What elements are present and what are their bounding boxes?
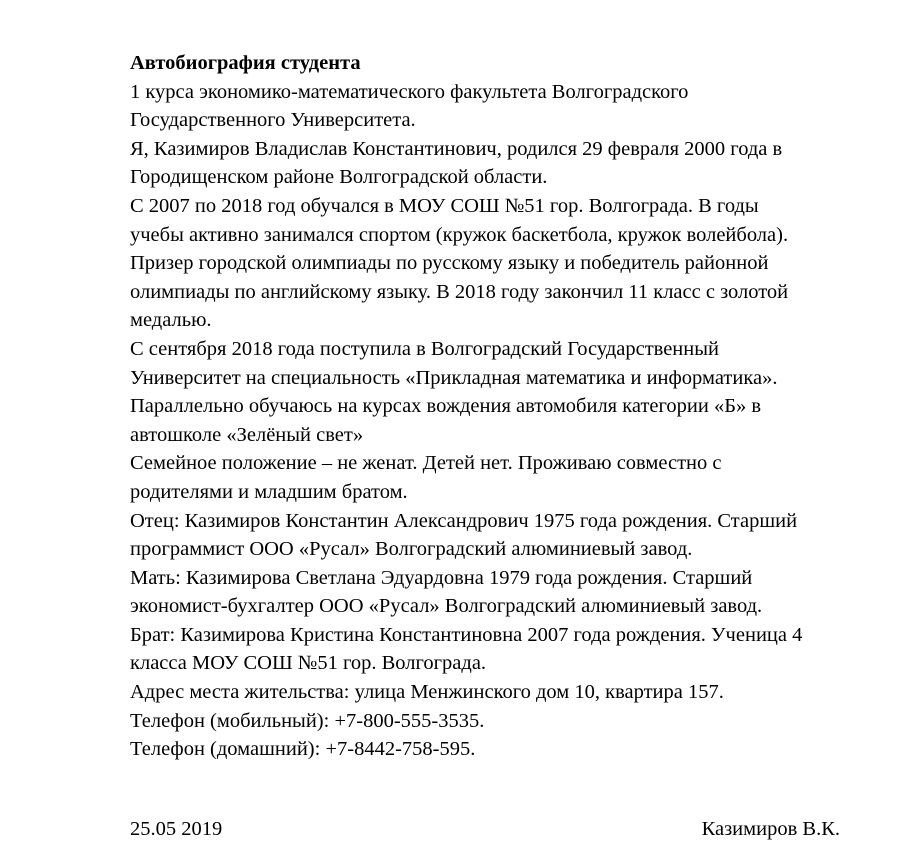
text-line: Университет на специальность «Прикладная математика и информатика». [130,366,778,389]
document-body [130,49,870,764]
text-line: олимпиады по английскому языку. В 2018 году закончил 11 класс с золотой [130,280,789,303]
address-line: Адрес места жительства: улица Менжинского дом 10, квартира 157. [130,681,724,704]
text-line: Брат: Казимирова Кристина Константиновна 2007 года рождения. Ученица 4 [130,623,803,646]
text-line: родителями и младшим братом. [130,480,408,503]
text-line: С 2007 по 2018 год обучался в МОУ СОШ №51 гор. Волгограда. В годы [130,194,759,217]
text-line: Отец: Казимиров Константин Александрович 1975 года рождения. Старший [130,509,798,532]
text-line: С сентября 2018 года поступила в Волгоградский Государственный [130,337,719,360]
document-title: Автобиография студента [130,52,361,74]
mobile-phone-line: Телефон (мобильный): +7-800-555-3535. [130,709,485,732]
document-date: 25.05 2019 [130,818,223,840]
text-line: автошколе «Зелёный свет» [130,423,364,446]
text-line: Семейное положение – не женат. Детей нет. Проживаю совместно с [130,452,722,475]
text-line: экономист-бухгалтер ООО «Русал» Волгоградский алюминиевый завод. [130,595,763,618]
text-line: Параллельно обучаюсь на курсах вождения автомобиля категории «Б» в [130,395,762,418]
text-line: Мать: Казимирова Светлана Эдуардовна 1979 года рождения. Старший [130,566,753,589]
text-line: Призер городской олимпиады по русскому языку и победитель районной [130,252,769,275]
text-line: 1 курса экономико-математического факультета Волгоградского [130,80,689,103]
text-line: Городищенском районе Волгоградской области. [130,166,548,189]
text-line: медалью. [130,309,212,332]
text-line: класса МОУ СОШ №51 гор. Волгограда. [130,652,487,675]
text-line: программист ООО «Русал» Волгоградский алюминиевый завод. [130,538,693,561]
text-line: Я, Казимиров Владислав Константинович, родился 29 февраля 2000 года в [130,137,783,160]
text-line: Государственного Университета. [130,109,416,132]
home-phone-line: Телефон (домашний): +7-8442-758-595. [130,738,476,761]
signature: Казимиров В.К. [701,818,840,840]
text-line: учебы активно занимался спортом (кружок баскетбола, кружок волейбола). [130,223,789,246]
